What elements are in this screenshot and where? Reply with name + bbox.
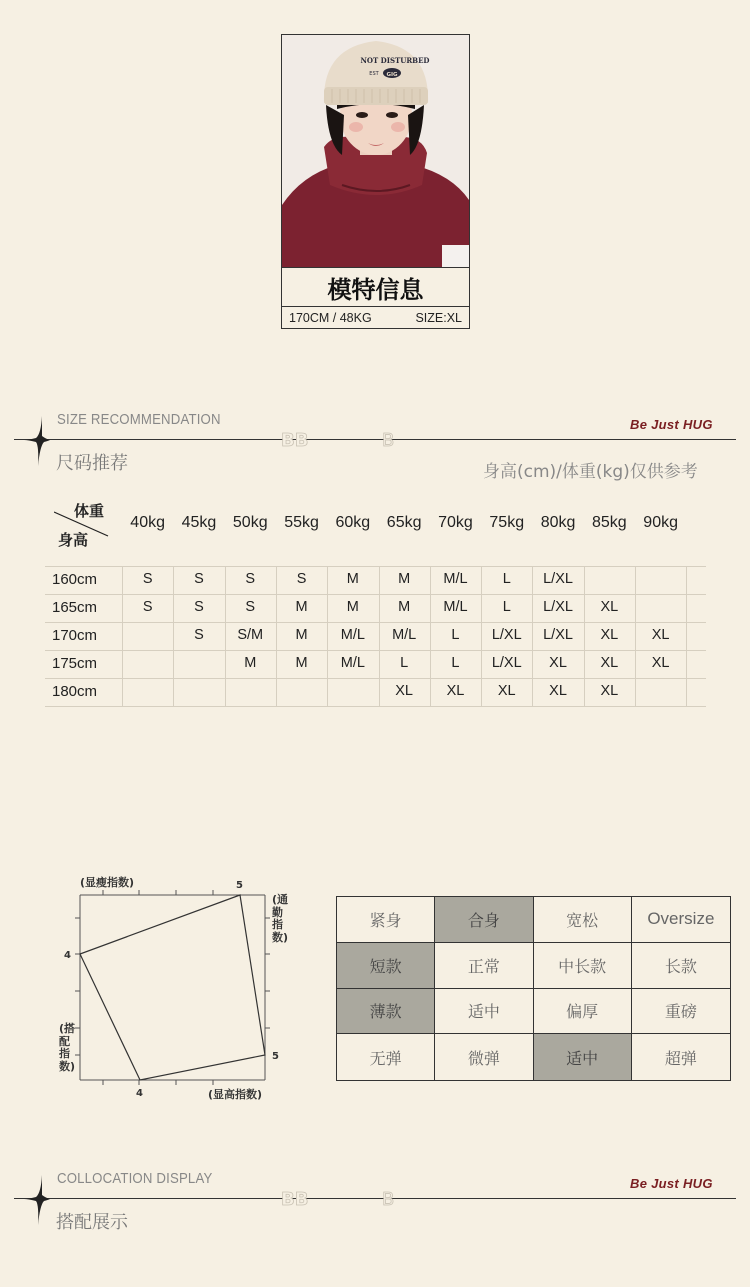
size-cell: S bbox=[194, 599, 204, 615]
weight-header: 85kg bbox=[591, 514, 627, 531]
size-cell: M/L bbox=[340, 627, 365, 643]
size-cell: XL bbox=[600, 655, 619, 671]
bb-logo-icon bbox=[281, 430, 313, 450]
bottom-axis-label: (显高指数) bbox=[208, 1088, 263, 1101]
row-divider bbox=[45, 566, 706, 567]
model-photo bbox=[282, 35, 469, 267]
left-value: 4 bbox=[64, 950, 71, 961]
brand-logo: Be Just HUG bbox=[630, 417, 713, 432]
attribute-table bbox=[336, 896, 731, 1081]
attribute-cell: 正常 bbox=[435, 943, 533, 989]
attribute-cell: 中长款 bbox=[534, 943, 632, 989]
attribute-cell-selected: 适中 bbox=[534, 1034, 632, 1080]
hat-text-est: EST bbox=[369, 71, 379, 77]
height-row-label: 180cm bbox=[52, 683, 98, 700]
weight-header: 45kg bbox=[181, 514, 217, 531]
attribute-cell: 微弹 bbox=[435, 1034, 533, 1080]
size-cell: L/XL bbox=[543, 599, 573, 615]
b-logo-icon bbox=[382, 430, 400, 450]
size-cell: M/L bbox=[443, 571, 468, 587]
corner-height-label: 身高 bbox=[58, 531, 89, 549]
model-info-title: 模特信息 bbox=[282, 267, 469, 307]
size-cell: XL bbox=[549, 655, 567, 671]
fit-index-svg bbox=[50, 870, 300, 1105]
fit-index-chart bbox=[50, 870, 300, 1105]
size-cell: S bbox=[296, 571, 307, 587]
model-height-weight: 170CM / 48KG bbox=[289, 311, 372, 325]
row-divider bbox=[45, 594, 706, 595]
brand-logo: Be Just HUG bbox=[630, 1176, 713, 1191]
left-axis-label: (搭配指数) bbox=[59, 1022, 76, 1073]
right-value: 5 bbox=[272, 1051, 279, 1062]
attribute-cell-selected: 短款 bbox=[337, 943, 435, 989]
size-cell: M bbox=[244, 655, 257, 671]
size-cell: M/L bbox=[340, 655, 365, 671]
collocation-title-en: COLLOCATION DISPLAY bbox=[57, 1170, 213, 1187]
attribute-cell: Oversize bbox=[632, 897, 730, 943]
weight-header: 75kg bbox=[489, 514, 525, 531]
size-cell: L bbox=[451, 655, 460, 671]
weight-header: 40kg bbox=[130, 514, 165, 531]
weight-header: 65kg bbox=[386, 514, 422, 531]
right-axis-label: (通勤指数) bbox=[272, 893, 289, 944]
size-cell: XL bbox=[497, 683, 516, 699]
weight-header: 55kg bbox=[284, 514, 319, 531]
svg-text:BB: BB bbox=[281, 1189, 309, 1209]
size-cell: L/XL bbox=[543, 571, 573, 587]
svg-text:B: B bbox=[382, 430, 395, 450]
size-title-cn: 尺码推荐 bbox=[56, 453, 128, 474]
hat-text-mid: GIG bbox=[386, 72, 398, 78]
attribute-cell: 无弹 bbox=[337, 1034, 435, 1080]
column-divider bbox=[686, 566, 687, 706]
weight-header: 80kg bbox=[540, 514, 576, 531]
size-cell: XL bbox=[600, 627, 619, 643]
attribute-cell: 适中 bbox=[435, 989, 533, 1035]
top-value: 5 bbox=[236, 880, 243, 891]
row-divider bbox=[45, 678, 706, 679]
b-logo-icon bbox=[382, 1189, 400, 1209]
size-cell: S bbox=[245, 571, 256, 587]
size-cell: L/XL bbox=[491, 627, 522, 643]
row-divider bbox=[45, 650, 706, 651]
size-title-en: SIZE RECOMMENDATION bbox=[57, 411, 221, 428]
size-cell: M bbox=[295, 655, 308, 671]
size-cell: XL bbox=[395, 683, 414, 699]
corner-weight-label: 体重 bbox=[74, 502, 105, 520]
weight-header: 90kg bbox=[643, 514, 678, 531]
collocation-title-cn: 搭配展示 bbox=[56, 1212, 128, 1233]
size-cell: L bbox=[502, 599, 511, 615]
corner-diagonal bbox=[54, 510, 110, 538]
svg-text:BB: BB bbox=[281, 430, 309, 450]
size-cell: XL bbox=[600, 599, 619, 615]
fit-index-polygon bbox=[80, 895, 265, 1080]
size-note: 身高(cm)/体重(kg)仅供参考 bbox=[483, 462, 698, 482]
bottom-value: 4 bbox=[136, 1088, 143, 1099]
model-info-card bbox=[281, 34, 470, 329]
model-size: SIZE:XL bbox=[415, 311, 462, 325]
attribute-cell: 宽松 bbox=[534, 897, 632, 943]
hat-text-top: NOT DISTURBED bbox=[360, 56, 430, 65]
size-cell: M bbox=[346, 571, 359, 587]
height-row-label: 160cm bbox=[52, 571, 98, 588]
divider-line bbox=[14, 439, 736, 440]
svg-text:B: B bbox=[382, 1189, 395, 1209]
weight-header: 60kg bbox=[335, 514, 371, 531]
attribute-cell: 超弹 bbox=[664, 1048, 697, 1068]
size-cell: S bbox=[142, 599, 153, 615]
attribute-cell-selected: 合身 bbox=[435, 897, 533, 943]
size-cell: XL bbox=[600, 683, 619, 699]
size-cell: XL bbox=[651, 627, 670, 643]
size-cell: S bbox=[142, 571, 153, 587]
size-cell: M bbox=[295, 627, 308, 643]
size-cell: S/M bbox=[237, 627, 264, 643]
height-row-label: 165cm bbox=[52, 599, 98, 616]
bb-logo-icon bbox=[281, 1189, 313, 1209]
height-row-label: 170cm bbox=[52, 627, 98, 644]
size-cell: M bbox=[346, 599, 359, 615]
size-cell: L/XL bbox=[543, 627, 573, 643]
size-cell: M/L bbox=[392, 627, 417, 643]
weight-header: 50kg bbox=[232, 514, 268, 531]
size-cell: M bbox=[295, 599, 308, 615]
weight-header-row bbox=[122, 514, 706, 536]
row-divider bbox=[45, 706, 706, 707]
size-cell: M bbox=[398, 571, 411, 587]
size-cell: M bbox=[398, 599, 411, 615]
size-cell: XL bbox=[651, 655, 670, 671]
attribute-cell: 重磅 bbox=[632, 989, 730, 1035]
size-cell: M/L bbox=[443, 599, 468, 615]
sparkle-icon bbox=[24, 416, 50, 466]
sparkle-icon bbox=[24, 1175, 50, 1225]
size-cell: S bbox=[194, 571, 204, 587]
divider-line bbox=[14, 1198, 736, 1199]
size-cell: XL bbox=[446, 683, 465, 699]
size-cell: S bbox=[245, 599, 256, 615]
attribute-cell: 长款 bbox=[632, 943, 730, 989]
attribute-cell: 紧身 bbox=[337, 897, 435, 943]
column-divider bbox=[122, 566, 123, 706]
size-cell: L bbox=[451, 627, 460, 643]
size-cell: S bbox=[194, 627, 204, 643]
weight-header: 70kg bbox=[438, 514, 473, 531]
top-axis-label: (显瘦指数) bbox=[80, 876, 135, 889]
size-cell: L bbox=[400, 655, 409, 671]
model-illustration bbox=[282, 35, 469, 267]
attribute-cell-selected: 薄款 bbox=[337, 989, 435, 1035]
size-cell: L bbox=[502, 571, 511, 587]
size-cell: L/XL bbox=[491, 655, 522, 671]
height-row-label: 175cm bbox=[52, 655, 98, 672]
attribute-cell: 偏厚 bbox=[534, 989, 632, 1035]
size-cell: XL bbox=[549, 683, 567, 699]
row-divider bbox=[45, 622, 706, 623]
